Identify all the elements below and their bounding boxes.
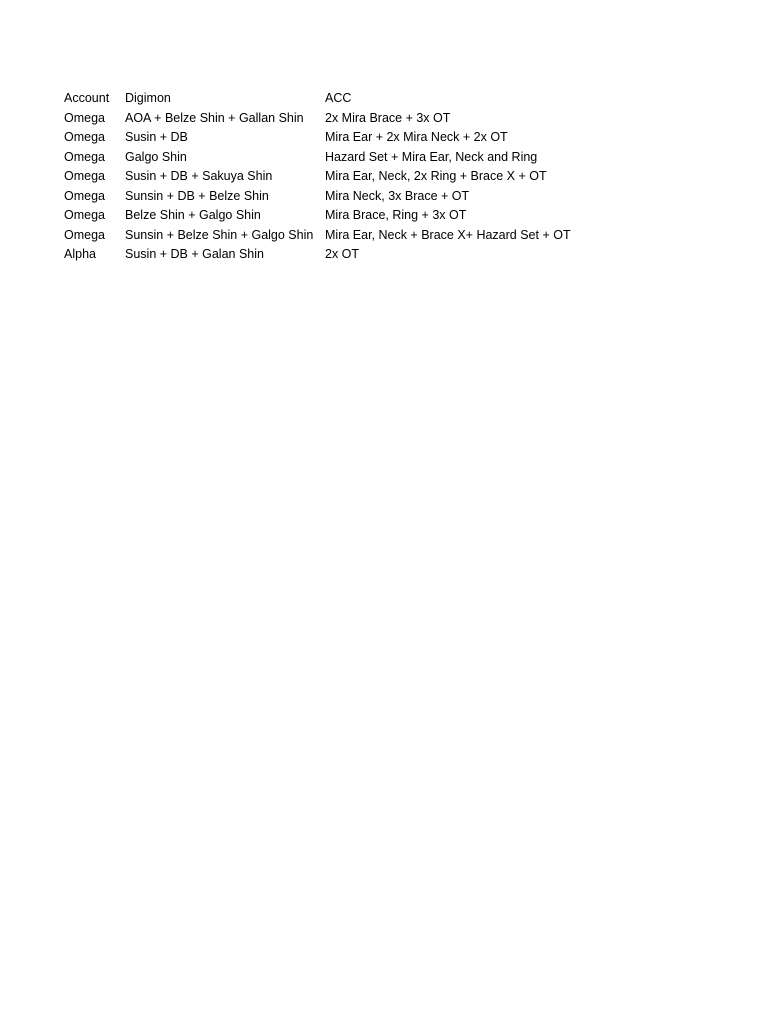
cell-digimon: Susin + DB xyxy=(125,130,188,144)
cell-acc: Mira Neck, 3x Brace + OT xyxy=(325,188,470,203)
cell-account: Omega xyxy=(64,188,105,203)
cell-acc: Mira Brace, Ring + 3x OT xyxy=(325,208,467,222)
table-row xyxy=(64,109,585,129)
table-row xyxy=(64,206,585,226)
cell-acc: Mira Ear, Neck + Brace X+ Hazard Set + OT xyxy=(325,227,571,242)
table-row xyxy=(64,245,585,265)
cell-digimon: Susin + DB + Sakuya Shin xyxy=(125,169,273,183)
table-row xyxy=(64,187,585,207)
cell-account: Alpha xyxy=(64,247,96,261)
cell-account: Omega xyxy=(64,227,105,242)
spreadsheet-table xyxy=(64,89,585,265)
table-row xyxy=(64,148,585,168)
cell-acc: Hazard Set + Mira Ear, Neck and Ring xyxy=(325,149,538,164)
header-acc: ACC xyxy=(325,91,352,105)
header-account: Account xyxy=(64,91,110,105)
cell-digimon: Belze Shin + Galgo Shin xyxy=(125,208,261,222)
cell-account: Omega xyxy=(64,149,105,164)
header-digimon: Digimon xyxy=(125,91,171,105)
cell-acc: Mira Ear + 2x Mira Neck + 2x OT xyxy=(325,130,508,144)
cell-digimon: Sunsin + DB + Belze Shin xyxy=(125,188,269,203)
cell-digimon: AOA + Belze Shin + Gallan Shin xyxy=(125,110,304,125)
cell-account: Omega xyxy=(64,208,105,222)
cell-acc: 2x OT xyxy=(325,247,360,261)
cell-acc: Mira Ear, Neck, 2x Ring + Brace X + OT xyxy=(325,169,547,183)
cell-digimon: Galgo Shin xyxy=(125,149,187,164)
cell-account: Omega xyxy=(64,169,105,183)
header-row xyxy=(64,89,585,109)
cell-digimon: Susin + DB + Galan Shin xyxy=(125,247,264,261)
table-row xyxy=(64,226,585,246)
table-row xyxy=(64,128,585,148)
cell-digimon: Sunsin + Belze Shin + Galgo Shin xyxy=(125,227,314,242)
cell-acc: 2x Mira Brace + 3x OT xyxy=(325,110,451,125)
cell-account: Omega xyxy=(64,130,105,144)
table-row xyxy=(64,167,585,187)
cell-account: Omega xyxy=(64,110,105,125)
